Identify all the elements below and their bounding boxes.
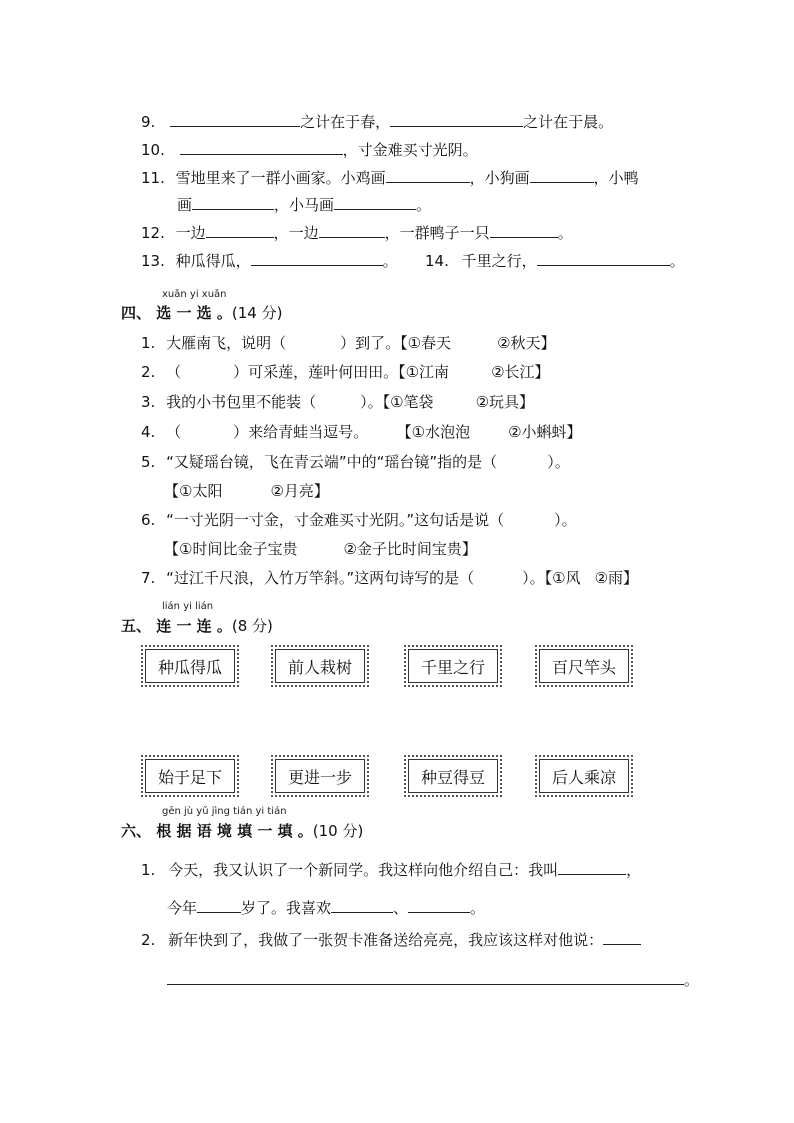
section6-score: (10 分) (312, 822, 364, 840)
section6-header (121, 821, 363, 841)
s4-q4-number: 4. (141, 423, 156, 441)
q9-number: 9. (141, 113, 156, 131)
s4-q4-text-c: 【①水泡泡 (404, 423, 471, 441)
match-bottom-3[interactable]: 种豆得豆 (408, 759, 498, 793)
s6-q1-line-2 (167, 898, 485, 918)
section4-header (121, 303, 282, 323)
q14-line (425, 251, 685, 271)
match-bottom-1[interactable]: 始于足下 (145, 759, 235, 793)
q13-text-1: 种瓜得瓜， (175, 252, 251, 270)
q11-text-6: 。 (416, 196, 432, 214)
section4-title: 四、 选 一 选 。 (121, 304, 232, 322)
s4-q2-text-b: ）可采莲，莲叶何田田。【①江南 (233, 363, 450, 381)
s6-q1-text-f: 。 (470, 899, 486, 917)
match-top-2[interactable]: 前人栽树 (275, 649, 365, 683)
s4-q7-text-c: ②雨】 (594, 569, 639, 587)
match-bottom-2[interactable]: 更进一步 (275, 759, 365, 793)
s4-q4-text-d: ②小蝌蚪】 (508, 423, 582, 441)
q11-blank-2[interactable] (530, 168, 594, 183)
q12-text-1: 一边 (175, 224, 206, 242)
q11-blank-1[interactable] (386, 168, 470, 183)
q12-text-4: 。 (557, 224, 573, 242)
s4-q2-text-a: （ (166, 363, 182, 381)
s4-q3 (141, 392, 534, 412)
s6-q1-text-d: 岁了。我喜欢 (241, 899, 332, 917)
s4-q3-number: 3. (141, 393, 156, 411)
s4-q5-number: 5. (141, 453, 156, 471)
s4-q6-options (164, 539, 477, 559)
match-top-4[interactable]: 百尺竿头 (539, 649, 629, 683)
s4-q5 (141, 452, 570, 472)
q9-blank-2[interactable] (390, 112, 523, 127)
s4-q6-text-a: “一寸光阴一寸金，寸金难买寸光阴。”这句话是说（ (166, 511, 505, 529)
q11-blank-4[interactable] (334, 195, 416, 210)
s4-q2-number: 2. (141, 363, 156, 381)
s6-q2-line-2 (167, 970, 699, 990)
section5-score: (8 分) (231, 617, 273, 635)
section4-score: (14 分) (231, 304, 283, 322)
s6-q1-text-a: 今天，我又认识了一个新同学。我这样向他介绍自己：我叫 (168, 861, 559, 879)
q11-text-5: ，小马画 (274, 196, 335, 214)
s4-q1-text-a: 大雁南飞，说明（ (166, 334, 287, 352)
s4-q6-text-d: ②金子比时间宝贵】 (343, 540, 477, 558)
section5-title: 五、 连 一 连 。 (121, 617, 232, 635)
q11-text-2: ，小狗画 (469, 169, 530, 187)
match-top-1[interactable]: 种瓜得瓜 (145, 649, 235, 683)
q11-blank-3[interactable] (192, 195, 274, 210)
q12-text-3: ，一群鸭子一只 (384, 224, 490, 242)
q13-number: 13. (141, 252, 165, 270)
match-bottom-4[interactable]: 后人乘凉 (539, 759, 629, 793)
s4-q1 (141, 333, 556, 353)
s4-q3-text-b: ）。【①笔袋 (360, 393, 434, 411)
s6-q2-line-1 (141, 930, 641, 950)
q11-line-1 (141, 168, 639, 188)
s6-q2-number: 2. (141, 931, 156, 949)
q9-text-1: 之计在于春， (300, 113, 391, 131)
q12-text-2: ，一边 (273, 224, 319, 242)
s6-q1-text-e: 、 (393, 899, 409, 917)
q9-text-2: 之计在于晨。 (523, 113, 614, 131)
section6-title: 六、 根 据 语 境 填 一 填 。 (121, 822, 313, 840)
q12-blank-3[interactable] (490, 223, 558, 238)
s4-q5-text-a: “又疑瑶台镜，飞在青云端”中的“瑶台镜”指的是（ (166, 453, 498, 471)
q9-line (141, 112, 613, 132)
section5-pinyin: lián yi lián (162, 601, 214, 612)
section4-pinyin: xuǎn yi xuǎn (162, 289, 227, 300)
q9-blank-1[interactable] (170, 112, 300, 127)
s4-q5-options (164, 481, 329, 501)
s4-q5-text-d: ②月亮】 (270, 482, 329, 500)
q11-line-2 (177, 195, 431, 215)
q12-blank-2[interactable] (319, 223, 385, 238)
s4-q4-text-b: ）来给青蛙当逗号。 (233, 423, 369, 441)
q11-text-3: ，小鸭 (593, 169, 639, 187)
s6-q2-text-b: 。 (684, 971, 700, 989)
s6-q1-blank-like-1[interactable] (331, 898, 393, 913)
s4-q1-text-b: ）到了。【①春天 (340, 334, 452, 352)
section6-pinyin: gēn jù yǔ jìng tián yi tián (162, 806, 287, 817)
s4-q6-number: 6. (141, 511, 156, 529)
section5-header (121, 616, 273, 636)
q11-number: 11. (141, 169, 165, 187)
s6-q1-blank-name[interactable] (558, 860, 626, 875)
s4-q7-text-b: ）。【①风 (522, 569, 581, 587)
s6-q1-number: 1. (141, 861, 156, 879)
s4-q5-text-c: 【①太阳 (164, 482, 223, 500)
s6-q1-text-c: 今年 (167, 899, 198, 917)
q12-line (141, 223, 573, 243)
s4-q6-text-b: ）。 (554, 511, 577, 529)
q10-text-1: ，寸金难买寸光阴。 (342, 141, 478, 159)
s4-q7-text-a: “过江千尺浪，入竹万竿斜。”这两句诗写的是（ (166, 569, 475, 587)
q12-blank-1[interactable] (206, 223, 274, 238)
s6-q1-text-b: ， (626, 861, 642, 879)
s4-q4-text-a: （ (166, 423, 182, 441)
q14-text-1: 千里之行， (461, 252, 537, 270)
s6-q2-text-a: 新年快到了，我做了一张贺卡准备送给亮亮，我应该这样对他说： (168, 931, 604, 949)
q13-blank-1[interactable] (251, 251, 383, 266)
q14-blank-1[interactable] (537, 251, 670, 266)
s4-q5-text-b: ）。 (547, 453, 570, 471)
s6-q1-blank-age[interactable] (197, 898, 241, 913)
s4-q2-text-c: ②长江】 (491, 363, 550, 381)
s6-q2-blank-1[interactable] (603, 930, 641, 945)
s4-q3-text-a: 我的小书包里不能装（ (166, 393, 317, 411)
s6-q1-line-1 (141, 860, 641, 880)
s4-q1-number: 1. (141, 334, 156, 352)
q10-blank-1[interactable] (180, 140, 343, 155)
s4-q4 (141, 422, 582, 442)
s4-q7 (141, 568, 638, 588)
q13-line (141, 251, 398, 271)
q10-number: 10. (141, 141, 165, 159)
s4-q7-number: 7. (141, 569, 156, 587)
match-top-3[interactable]: 千里之行 (408, 649, 498, 683)
s4-q6 (141, 510, 577, 530)
s4-q6-text-c: 【①时间比金子宝贵 (164, 540, 298, 558)
s6-q2-blank-2[interactable] (167, 970, 684, 985)
q14-text-2: 。 (669, 252, 685, 270)
q11-text-1: 雪地里来了一群小画家。小鸡画 (175, 169, 386, 187)
s4-q3-text-c: ②玩具】 (475, 393, 535, 411)
q14-number: 14. (425, 252, 449, 270)
q10-line (141, 140, 478, 160)
s4-q2 (141, 362, 550, 382)
q11-text-4: 画 (177, 196, 193, 214)
q12-number: 12. (141, 224, 165, 242)
s4-q1-text-c: ②秋天】 (497, 334, 556, 352)
s6-q1-blank-like-2[interactable] (408, 898, 470, 913)
q13-text-2: 。 (382, 252, 398, 270)
